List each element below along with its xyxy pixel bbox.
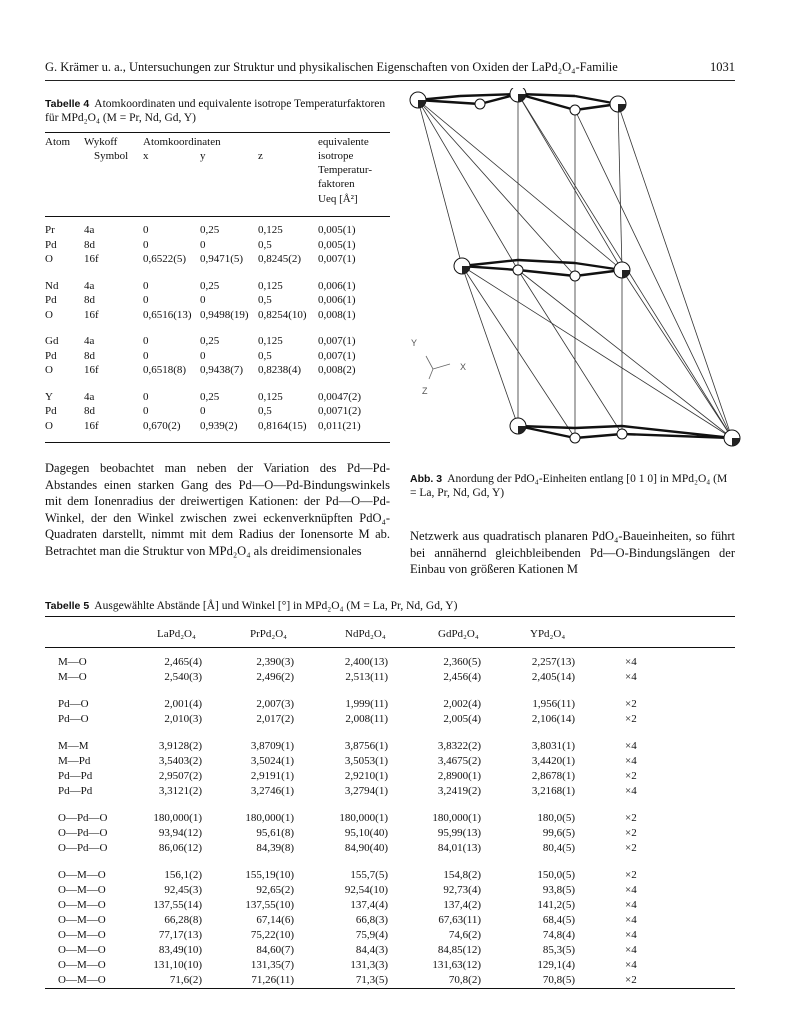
pd-o-bond (518, 270, 575, 276)
t4-cell: 0,0047(2) (318, 390, 362, 403)
table5-label: Tabelle 5 (45, 600, 90, 612)
t5-multiplicity: ×4 (625, 785, 637, 797)
t5-cell: 74,6(2) (448, 929, 481, 941)
t4-cell: 0,6518(8) (143, 364, 187, 376)
t5-cell: 131,63(12) (432, 959, 481, 971)
t5-cell: 3,9128(2) (158, 740, 202, 752)
t5-cell: 137,55(10) (245, 899, 294, 911)
t5-cell: 84,85(12) (437, 944, 481, 956)
t5-row-label: O—M—O (58, 884, 106, 896)
t4-cell: 0,007(1) (318, 349, 356, 362)
t4-cell: 0,125 (258, 335, 283, 347)
t5-row-label: O—Pd—O (58, 827, 108, 839)
t5-cell: 3,8322(2) (437, 740, 481, 752)
t4-cell: 0 (143, 224, 149, 236)
t4-cell: 0,006(1) (318, 279, 356, 292)
t4-head-coords: Atomkoordinaten (143, 136, 221, 148)
t5-cell: 86,06(12) (158, 842, 202, 854)
atom-octant-shading (622, 270, 630, 278)
t5-cell: 2,106(14) (531, 713, 575, 725)
t4-cell: 4a (84, 390, 95, 403)
t4-cell: 0 (143, 294, 149, 306)
figure-caption (410, 472, 735, 500)
t5-cell: 137,4(2) (443, 899, 481, 911)
t5-cell: 156,1(2) (164, 869, 202, 881)
t4-cell: 0 (200, 405, 206, 417)
axis-x-label: X (460, 362, 467, 372)
t5-cell: 70,8(2) (448, 974, 481, 986)
t4-cell: 16f (84, 308, 99, 321)
atom-octant-shading (418, 100, 426, 108)
t5-multiplicity: ×4 (625, 656, 637, 668)
t4-cell: 0 (143, 349, 149, 362)
t4-cell: O (45, 364, 53, 376)
t5-multiplicity: ×2 (625, 770, 637, 782)
t4-cell: 0,125 (258, 390, 283, 403)
t5-cell: 80,4(5) (542, 842, 575, 854)
t5-col-header: GdPd₂O₄ (438, 628, 479, 640)
t5-cell: 95,10(40) (344, 827, 388, 839)
t5-cell: 84,39(8) (256, 842, 294, 854)
t5-cell: 2,456(4) (443, 671, 481, 683)
t5-cell: 150,0(5) (537, 869, 575, 881)
t4-cell: 8d (84, 238, 95, 251)
t5-cell: 180,0(5) (537, 812, 575, 824)
t5-cell: 2,8900(1) (437, 770, 481, 782)
t4-head-wyckoff: Wykoff (84, 136, 118, 148)
t5-cell: 99,6(5) (542, 827, 575, 839)
t4-cell: 0,25 (200, 279, 220, 292)
t5-cell: 180,000(1) (432, 812, 481, 824)
t5-cell: 2,9507(2) (158, 770, 202, 782)
t5-cell: 2,257(13) (531, 656, 575, 668)
t5-row-label: M—Pd (58, 755, 91, 767)
t5-row-label: Pd—O (58, 698, 89, 710)
t5-cell: 154,8(2) (443, 869, 481, 881)
t5-cell: 93,94(12) (158, 827, 202, 839)
t5-row-label: M—O (58, 671, 87, 683)
t5-cell: 74,8(4) (542, 929, 575, 941)
t4-cell: 0,8164(15) (258, 419, 307, 432)
t5-cell: 3,5053(1) (344, 755, 388, 767)
t5-cell: 2,465(4) (164, 656, 202, 668)
t4-head-temp3: Temperatur- (318, 164, 372, 176)
t5-cell: 2,8678(1) (531, 770, 575, 782)
t4-cell: 16f (84, 253, 99, 265)
table5-rule-bottom (45, 988, 735, 989)
t5-cell: 95,99(13) (437, 827, 481, 839)
t5-cell: 84,60(7) (256, 944, 294, 956)
t5-multiplicity: ×2 (625, 974, 637, 986)
figure-label: Abb. 3 (410, 473, 443, 485)
t4-head-temp1: equivalente (318, 136, 369, 148)
t4-cell: 0 (200, 349, 206, 362)
pd-o-bond (575, 426, 622, 428)
t4-cell: 4a (84, 335, 95, 347)
t5-cell: 71,6(2) (169, 974, 202, 986)
t4-cell: 0 (143, 279, 149, 292)
page-number: 1031 (710, 60, 735, 74)
t4-cell: 0,5 (258, 238, 272, 251)
t5-multiplicity: ×4 (625, 899, 637, 911)
figure-caption-text: Anordung der PdO₄-Einheiten entlang [0 1 0] in MPd₂O₄ (M = La, Pr, Nd, Gd, Y) (410, 473, 728, 499)
t5-cell: 129,1(4) (537, 959, 575, 971)
t5-row-label: Pd—Pd (58, 785, 93, 797)
t5-cell: 84,90(40) (344, 842, 388, 854)
t5-col-header: NdPd₂O₄ (345, 628, 386, 640)
t4-cell: Nd (45, 279, 59, 292)
lattice-line (518, 270, 732, 438)
t5-multiplicity: ×4 (625, 944, 637, 956)
t5-cell: 66,28(8) (164, 914, 202, 926)
t4-cell: 0,8245(2) (258, 253, 302, 265)
t5-cell: 3,5403(2) (158, 755, 202, 767)
t5-cell: 1,999(11) (345, 698, 388, 710)
t5-cell: 131,10(10) (153, 959, 202, 971)
t5-cell: 3,8031(1) (531, 740, 575, 752)
lattice-line (462, 266, 518, 426)
t5-cell: 137,55(14) (153, 899, 202, 911)
t5-cell: 2,007(3) (256, 698, 294, 710)
t4-cell: 0,5 (258, 294, 272, 306)
t5-cell: 1,956(11) (532, 698, 575, 710)
t5-cell: 75,9(4) (355, 929, 388, 941)
t5-cell: 77,17(13) (158, 929, 202, 941)
t5-row-label: O—M—O (58, 899, 106, 911)
t4-cell: Pd (45, 238, 57, 251)
t4-cell: 4a (84, 224, 95, 236)
t4-cell: O (45, 308, 53, 321)
t5-cell: 3,2746(1) (250, 785, 294, 797)
table4-caption-text: Atomkoordinaten und equivalente isotrope Temperaturfaktoren für MPd₂O₄ (M = Pr, Nd, Gd, Y) (45, 98, 386, 124)
t4-cell: 0,007(1) (318, 253, 356, 265)
t4-cell: 0,125 (258, 279, 283, 292)
t4-cell: Pd (45, 294, 57, 306)
body-paragraph-right: Netzwerk aus quadratisch planaren PdO₄-Baueinheiten, so führt bei annähernd gleichbleibenden Pd—O-Bindungslängen der Einbau von größeren Kationen M (410, 529, 735, 577)
t5-row-label: O—M—O (58, 914, 106, 926)
t5-cell: 83,49(10) (158, 944, 202, 956)
atom-octant-shading (518, 94, 526, 102)
t5-cell: 92,65(2) (256, 884, 294, 896)
t5-cell: 155,7(5) (350, 869, 388, 881)
header-rule (45, 80, 735, 81)
t5-cell: 141,2(5) (537, 899, 575, 911)
t5-cell: 68,4(5) (542, 914, 575, 926)
t5-cell: 2,017(2) (256, 713, 294, 725)
body-paragraph-left: Dagegen beobachtet man neben der Variation des Pd—Pd-Abstandes einen starken Gang des Pd—O—Pd-Bindungswinkels mit dem Ionenradius der dreiwertigen Kationen: der Pd—O—Pd-Winkel, der den Winkel zwischen zwei eckenverknüpften PdO₄-Quadraten darstellt, nimmt mit dem Radius der Ionensorte M ab. Betrachtet man die Struktur von MPd₂O₄ als dreidimensionales (45, 461, 390, 558)
t5-cell: 2,008(11) (345, 713, 388, 725)
t5-cell: 2,001(4) (164, 698, 202, 710)
t4-cell: O (45, 419, 53, 432)
t4-cell: 0,125 (258, 224, 283, 236)
t4-head-temp4: faktoren (318, 178, 355, 190)
table4-rule-mid (45, 216, 390, 217)
t5-multiplicity: ×4 (625, 740, 637, 752)
lattice-line (518, 270, 622, 434)
t5-multiplicity: ×2 (625, 713, 637, 725)
axis-z-label: Z (422, 386, 428, 396)
t5-cell: 93,8(5) (542, 884, 575, 896)
t5-multiplicity: ×4 (625, 929, 637, 941)
t5-cell: 85,3(5) (542, 944, 575, 956)
t4-cell: 0 (143, 405, 149, 417)
t5-multiplicity: ×4 (625, 959, 637, 971)
t5-cell: 3,2168(1) (531, 785, 575, 797)
t5-cell: 95,61(8) (256, 827, 294, 839)
lattice-line (462, 266, 732, 438)
t5-col-header: YPd₂O₄ (530, 628, 566, 640)
t4-cell: 0,008(2) (318, 364, 356, 376)
t5-multiplicity: ×2 (625, 827, 637, 839)
t5-cell: 2,540(3) (164, 671, 202, 683)
atom-octant-shading (732, 438, 740, 446)
lattice-line (518, 94, 622, 270)
lattice-line (622, 270, 732, 438)
t4-cell: 0 (200, 294, 206, 306)
t4-cell: Y (45, 390, 53, 403)
o-atom (570, 105, 580, 115)
lattice-line (418, 100, 518, 270)
atom-octant-shading (462, 266, 470, 274)
o-atom (570, 271, 580, 281)
t4-head-y: y (200, 150, 206, 162)
t4-cell: 4a (84, 279, 95, 292)
t4-cell: 0,6522(5) (143, 253, 187, 265)
t5-row-label: O—M—O (58, 944, 106, 956)
t5-cell: 71,3(5) (355, 974, 388, 986)
t5-multiplicity: ×2 (625, 812, 637, 824)
t4-cell: 0,9498(19) (200, 308, 249, 321)
t4-cell: 0,011(21) (318, 419, 361, 432)
t4-cell: 0,25 (200, 390, 220, 403)
t5-cell: 2,005(4) (443, 713, 481, 725)
t5-cell: 3,2794(1) (344, 785, 388, 797)
t5-cell: 131,35(7) (250, 959, 294, 971)
t5-cell: 137,4(4) (350, 899, 388, 911)
lattice-line (618, 104, 732, 438)
t5-cell: 2,513(11) (345, 671, 388, 683)
t5-cell: 2,9210(1) (344, 770, 388, 782)
t5-multiplicity: ×2 (625, 869, 637, 881)
t4-cell: 0 (143, 335, 149, 347)
t4-cell: 0 (200, 238, 206, 251)
t5-cell: 180,000(1) (153, 812, 202, 824)
running-title: G. Krämer u. a., Untersuchungen zur Struktur und physikalischen Eigenschaften von Oxiden der LaPd₂O₄-Familie (45, 60, 618, 74)
atom-octant-shading (618, 104, 626, 112)
t5-cell: 180,000(1) (339, 812, 388, 824)
t5-cell: 3,5024(1) (250, 755, 294, 767)
t5-row-label: O—M—O (58, 869, 106, 881)
t4-cell: 0 (143, 238, 149, 251)
t5-cell: 92,54(10) (344, 884, 388, 896)
t4-cell: Pd (45, 349, 57, 362)
t5-cell: 2,360(5) (443, 656, 481, 668)
t5-cell: 131,3(3) (350, 959, 388, 971)
t4-cell: 16f (84, 419, 99, 432)
t5-row-label: M—M (58, 740, 89, 752)
t4-cell: O (45, 253, 53, 265)
t5-row-label: O—Pd—O (58, 842, 108, 854)
t5-multiplicity: ×2 (625, 842, 637, 854)
t5-cell: 3,4420(1) (531, 755, 575, 767)
t5-row-label: O—M—O (58, 929, 106, 941)
t4-cell: 0,939(2) (200, 419, 238, 432)
t5-cell: 2,010(3) (164, 713, 202, 725)
t5-cell: 75,22(10) (250, 929, 294, 941)
t4-head-temp5: Ueq [Å²] (318, 193, 358, 205)
o-atom (513, 265, 523, 275)
t4-cell: 0,25 (200, 335, 220, 347)
t4-head-symbol: Symbol (94, 150, 129, 162)
t5-cell: 67,14(6) (256, 914, 294, 926)
table4-rule-bottom (45, 442, 390, 443)
t4-cell: 8d (84, 349, 95, 362)
t5-row-label: O—M—O (58, 974, 106, 986)
t5-cell: 66,8(3) (355, 914, 388, 926)
pd-o-bond (575, 434, 622, 438)
t4-cell: 0,008(1) (318, 308, 356, 321)
t5-cell: 2,002(4) (443, 698, 481, 710)
t5-multiplicity: ×2 (625, 698, 637, 710)
t5-cell: 3,8756(1) (344, 740, 388, 752)
table5-caption-text: Ausgewählte Abstände [Å] und Winkel [°] in MPd₂O₄ (M = La, Pr, Nd, Gd, Y) (94, 600, 458, 612)
t4-cell: Pr (45, 224, 55, 236)
t4-cell: 0,0071(2) (318, 405, 362, 417)
t5-col-header: LaPd₂O₄ (157, 628, 196, 640)
t4-head-temp2: isotrope (318, 150, 354, 162)
t5-row-label: M—O (58, 656, 87, 668)
t5-cell: 70,8(5) (542, 974, 575, 986)
pd-o-bond (418, 100, 480, 104)
t5-row-label: O—M—O (58, 959, 106, 971)
lattice-line (462, 266, 575, 438)
axis-y-label: Y (411, 338, 418, 348)
t4-head-atom: Atom (45, 136, 71, 148)
figure-pdo4-network (400, 88, 746, 460)
t4-cell: 0,8238(4) (258, 364, 302, 376)
t5-cell: 84,01(13) (437, 842, 481, 854)
t5-row-label: Pd—Pd (58, 770, 93, 782)
t5-cell: 155,19(10) (245, 869, 294, 881)
pd-o-bond (518, 260, 575, 263)
t5-cell: 2,496(2) (256, 671, 294, 683)
o-atom (570, 433, 580, 443)
table5-rule-mid (45, 647, 735, 648)
atom-octant-shading (518, 426, 526, 434)
t4-cell: 0,9471(5) (200, 253, 244, 265)
t5-cell: 84,4(3) (355, 944, 388, 956)
table4-caption (45, 97, 390, 125)
t5-cell: 3,2419(2) (437, 785, 481, 797)
t5-row-label: Pd—O (58, 713, 89, 725)
t4-cell: 8d (84, 294, 95, 306)
t4-cell: 0,5 (258, 349, 272, 362)
t4-cell: 0,005(1) (318, 238, 356, 251)
t5-cell: 71,26(11) (251, 974, 294, 986)
t4-cell: 16f (84, 364, 99, 376)
t4-cell: 0,005(1) (318, 224, 356, 236)
t5-multiplicity: ×4 (625, 671, 637, 683)
t5-cell: 3,8709(1) (250, 740, 294, 752)
t4-cell: Pd (45, 405, 57, 417)
lattice-line (618, 104, 622, 270)
t5-cell: 2,400(13) (344, 656, 388, 668)
table5-caption (45, 600, 735, 612)
t5-cell: 180,000(1) (245, 812, 294, 824)
t5-row-label: O—Pd—O (58, 812, 108, 824)
t4-cell: 8d (84, 405, 95, 417)
o-atom (475, 99, 485, 109)
t4-cell: 0 (143, 390, 149, 403)
t5-cell: 92,45(3) (164, 884, 202, 896)
t4-cell: Gd (45, 335, 59, 347)
lattice-line (418, 100, 622, 270)
t5-cell: 92,73(4) (443, 884, 481, 896)
t4-cell: 0,6516(13) (143, 308, 192, 321)
t5-multiplicity: ×4 (625, 914, 637, 926)
t4-cell: 0,670(2) (143, 419, 181, 432)
t4-head-z: z (258, 150, 263, 162)
t5-cell: 2,390(3) (256, 656, 294, 668)
t5-cell: 2,9191(1) (250, 770, 294, 782)
t4-cell: 0,006(1) (318, 294, 356, 306)
t4-cell: 0,9438(7) (200, 364, 244, 376)
t5-col-header: PrPd₂O₄ (250, 628, 288, 640)
t5-multiplicity: ×4 (625, 755, 637, 767)
running-header (45, 60, 735, 75)
t5-cell: 3,3121(2) (158, 785, 202, 797)
axis-triad (426, 356, 450, 379)
t4-head-x: x (143, 150, 149, 162)
t5-multiplicity: ×4 (625, 884, 637, 896)
table4-label: Tabelle 4 (45, 98, 90, 110)
table5-rule-top (45, 616, 735, 617)
table4-rule-top (45, 132, 390, 133)
t4-cell: 0,007(1) (318, 335, 356, 347)
t5-cell: 2,405(14) (531, 671, 575, 683)
o-atom (617, 429, 627, 439)
t4-cell: 0,8254(10) (258, 308, 307, 321)
t5-cell: 3,4675(2) (437, 755, 481, 767)
t4-cell: 0,25 (200, 224, 220, 236)
t5-cell: 67,63(11) (438, 914, 481, 926)
t4-cell: 0,5 (258, 405, 272, 417)
